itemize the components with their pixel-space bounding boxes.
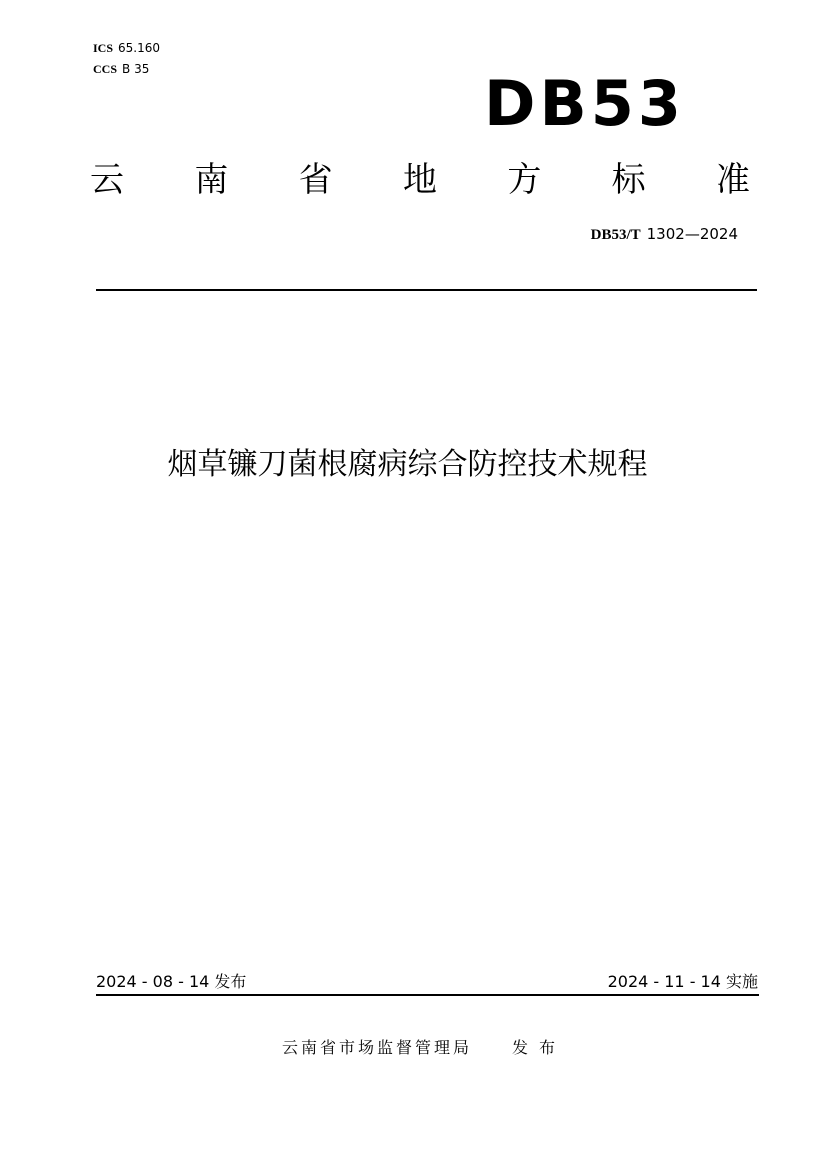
publish-date: 2024 - 08 - 14 发布 (96, 972, 247, 991)
standard-type-char: 云 (90, 160, 124, 200)
ccs-classification (93, 61, 149, 77)
footer-divider (96, 994, 759, 996)
ccs-value: B 35 (122, 62, 150, 76)
standard-type-char: 标 (611, 160, 646, 200)
db53-logo-mark: DB53 (484, 67, 686, 140)
implement-date: 2024 - 11 - 14 实施 (607, 972, 758, 991)
issuer-line (180, 1037, 660, 1059)
document-title: 烟草镰刀菌根腐病综合防控技术规程 (167, 447, 648, 482)
ics-label: ICS (93, 41, 114, 55)
ics-value: 65.160 (118, 41, 161, 55)
standard-code-number: 1302—2024 (646, 225, 738, 243)
standard-code-prefix: DB53/T (590, 227, 641, 243)
standard-type-char: 方 (507, 160, 542, 200)
standard-type-heading (90, 155, 750, 205)
standard-type-char: 南 (194, 160, 229, 200)
standard-type-char: 准 (715, 160, 750, 200)
standard-code (500, 224, 738, 245)
issuer-action: 发 布 (511, 1038, 559, 1057)
standard-type-char: 省 (298, 160, 333, 200)
header-divider (96, 289, 757, 291)
issuer-org: 云南省市场监督管理局 (281, 1038, 472, 1057)
standard-type-char: 地 (402, 160, 437, 200)
ics-classification (93, 40, 160, 56)
ccs-label: CCS (93, 62, 118, 76)
